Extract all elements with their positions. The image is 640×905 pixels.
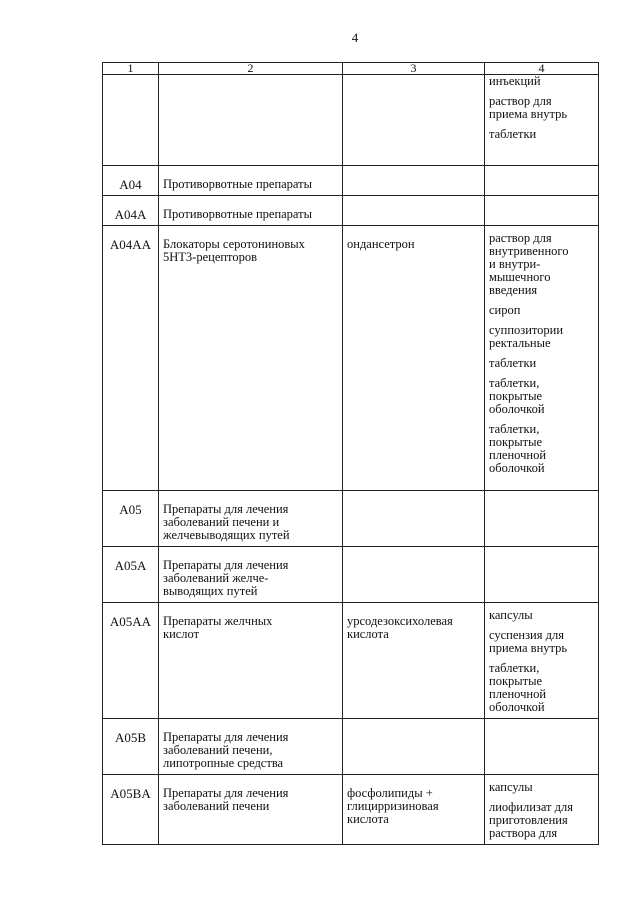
group-name-cell: Противорвотные препараты [159,196,343,226]
dosage-form: таблетки, покрытые пленочной оболочкой [489,661,547,714]
dosage-forms-cell [485,775,599,845]
group-name-cell: Противорвотные препараты [159,166,343,196]
atc-code-cell [103,75,159,166]
group-name-cell: Препараты для лечения заболеваний печени, липотропные средства [159,719,343,775]
dosage-form: таблетки [489,356,537,370]
column-header-3: 3 [343,63,485,75]
table-row [103,196,599,226]
atc-code-cell: A05 [103,491,159,547]
table-row [103,491,599,547]
atc-code-cell: A04AA [103,226,159,491]
table-row [103,547,599,603]
table-header-row [103,63,599,75]
table-row [103,775,599,845]
dosage-forms-cell [485,547,599,603]
dosage-forms-cell [485,719,599,775]
group-name-cell: Блокаторы серотониновых 5HT3-рецепторов [159,226,343,491]
table-row [103,603,599,719]
substance-cell [343,491,485,547]
table-row [103,166,599,196]
column-header-2: 2 [159,63,343,75]
dosage-form: капсулы [489,780,533,794]
group-name-cell: Препараты желчных кислот [159,603,343,719]
column-header-4: 4 [485,63,599,75]
atc-code-cell: A05AA [103,603,159,719]
substance-cell [343,719,485,775]
dosage-form: инъекций [489,74,541,88]
dosage-form: лиофилизат для приготовления раствора для [489,800,573,840]
atc-code-cell: A05BA [103,775,159,845]
page-number: 4 [351,30,359,45]
atc-code-cell: A04A [103,196,159,226]
substance-cell: урсодезоксихолевая кислота [343,603,485,719]
drug-table [102,62,599,845]
dosage-form: раствор для внутривенного и внутри- мышечного введения [489,231,569,297]
atc-code-cell: A05A [103,547,159,603]
substance-cell: ондансетрон [343,226,485,491]
atc-code-cell: A04 [103,166,159,196]
substance-cell: фосфолипиды + глицирризиновая кислота [343,775,485,845]
dosage-form: суппозитории ректальные [489,323,564,350]
group-name-cell: Препараты для лечения заболеваний печени [159,775,343,845]
dosage-forms-cell [485,196,599,226]
dosage-forms-cell [485,166,599,196]
substance-cell [343,166,485,196]
dosage-form: таблетки [489,127,537,141]
table-row [103,226,599,491]
dosage-form: таблетки, покрытые пленочной оболочкой [489,422,547,475]
dosage-form: суспензия для приема внутрь [489,628,568,655]
substance-cell [343,75,485,166]
group-name-cell [159,75,343,166]
table-row [103,75,599,166]
dosage-forms-cell [485,75,599,166]
dosage-form: сироп [489,303,521,317]
group-name-cell: Препараты для лечения заболеваний желче- выводящих путей [159,547,343,603]
table-row [103,719,599,775]
dosage-form: раствор для приема внутрь [489,94,568,121]
substance-cell [343,196,485,226]
dosage-forms-cell [485,491,599,547]
dosage-forms-cell [485,226,599,491]
column-header-1: 1 [103,63,159,75]
group-name-cell: Препараты для лечения заболеваний печени и желчевыводящих путей [159,491,343,547]
dosage-forms-cell [485,603,599,719]
atc-code-cell: A05B [103,719,159,775]
dosage-form: таблетки, покрытые оболочкой [489,376,545,416]
substance-cell [343,547,485,603]
dosage-form: капсулы [489,608,533,622]
